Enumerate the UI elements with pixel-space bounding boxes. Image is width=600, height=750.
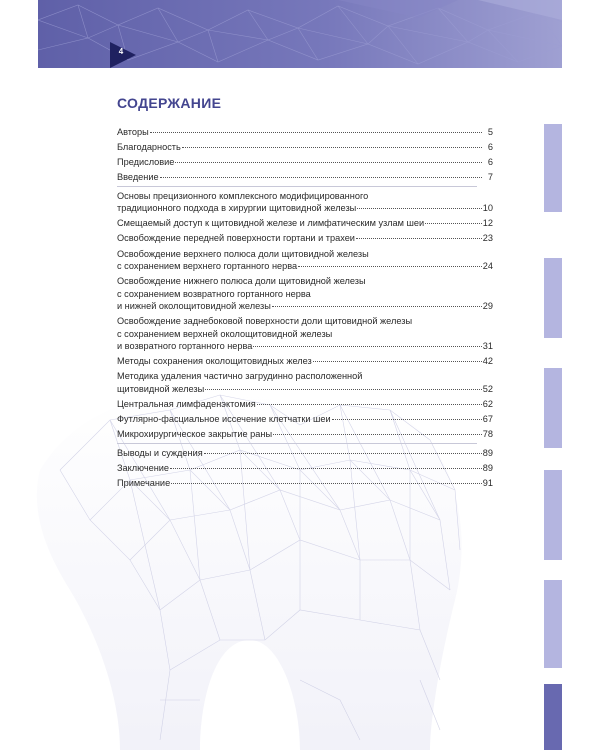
dot-leader — [298, 266, 482, 267]
section-tab-active[interactable] — [544, 684, 562, 750]
toc-entry-row — [117, 398, 493, 411]
toc-page-number: 7 — [487, 172, 493, 183]
toc-page-number: 24 — [482, 261, 493, 272]
dot-leader — [175, 162, 482, 163]
toc-entry[interactable] — [117, 370, 493, 395]
toc-entry-row — [117, 260, 493, 273]
toc-entry-text-line: Футлярно-фасциальное иссечение клетчатки шеи — [117, 414, 331, 425]
toc-entry-text-line: и возвратного гортанного нерва — [117, 341, 253, 352]
toc-entry-text-line: Освобождение верхнего полюса доли щитовидной железы — [117, 248, 369, 259]
toc-entry-text-line: Методика удаления частично загрудинно расположенной — [117, 371, 363, 382]
dot-leader — [160, 177, 482, 178]
toc-entry-text-line: Благодарность — [117, 142, 181, 153]
toc-page-number: 78 — [482, 429, 493, 440]
toc-page-number: 5 — [487, 127, 493, 137]
toc-entry-row — [117, 171, 493, 184]
toc-entry[interactable] — [117, 413, 493, 426]
toc-entry-row — [117, 232, 493, 245]
dot-leader — [253, 346, 481, 347]
toc-entry[interactable] — [117, 126, 493, 139]
dot-leader — [356, 238, 482, 239]
toc-entry-text-line: Методы сохранения околощитовидных желез — [117, 356, 312, 367]
toc-entry-text-line: Освобождение заднебоковой поверхности доли щитовидной железы — [117, 316, 413, 327]
toc-page-number: 89 — [482, 447, 493, 458]
section-tab-4[interactable] — [544, 470, 562, 560]
toc-page-number: 12 — [482, 218, 493, 229]
section-tab-1[interactable] — [544, 124, 562, 212]
toc-entry[interactable] — [117, 428, 493, 441]
toc-entry[interactable] — [117, 217, 493, 230]
toc-entry-text-line: Освобождение нижнего полюса доли щитовидной железы — [117, 276, 366, 287]
section-divider — [117, 186, 477, 187]
toc-entry-row — [117, 156, 493, 169]
toc-entry[interactable] — [117, 398, 493, 411]
toc-entry-text-line: Примечание — [117, 477, 171, 488]
toc-page-number: 91 — [482, 477, 493, 488]
toc-page-number: 6 — [487, 157, 493, 168]
toc-page-number: 6 — [487, 142, 493, 153]
toc-entry-row — [117, 202, 493, 215]
toc-entry[interactable] — [117, 462, 493, 475]
toc-entry-text-line: щитовидной железы — [117, 383, 205, 394]
toc-entry-row — [117, 141, 493, 154]
toc-entry-row — [117, 355, 493, 368]
toc-entry[interactable] — [117, 275, 493, 313]
toc-entry[interactable] — [117, 355, 493, 368]
toc-page-number: 62 — [482, 399, 493, 410]
toc-entry-text-line: Микрохирургическое закрытие раны — [117, 429, 273, 440]
toc-entry[interactable] — [117, 315, 493, 353]
toc-entry-row — [117, 477, 493, 490]
dot-leader — [171, 483, 482, 484]
toc-entry-row — [117, 126, 493, 139]
toc-page-number: 52 — [482, 383, 493, 394]
section-divider — [117, 443, 477, 444]
dot-leader — [332, 419, 482, 420]
section-tab-3[interactable] — [544, 368, 562, 448]
toc-page-number: 31 — [482, 341, 493, 352]
toc-entry-text-line: Предисловие — [117, 157, 175, 168]
dot-leader — [170, 468, 482, 469]
toc-entry[interactable] — [117, 141, 493, 154]
toc-entry-text-line: с сохранением возвратного гортанного нерва — [117, 288, 311, 299]
toc-entry-text-line: Смещаемый доступ к щитовидной железе и лимфатическим узлам шеи — [117, 218, 425, 229]
dot-leader — [273, 434, 482, 435]
toc-entry-text-line: традиционного подхода в хирургии щитовидной железы — [117, 203, 357, 214]
toc-entry-text-line: Заключение — [117, 462, 170, 473]
toc-entry[interactable] — [117, 447, 493, 460]
toc-entry[interactable] — [117, 190, 493, 215]
dot-leader — [313, 361, 482, 362]
dot-leader — [182, 147, 482, 148]
dot-leader — [257, 404, 482, 405]
toc-entry[interactable] — [117, 232, 493, 245]
toc-page-number: 42 — [482, 356, 493, 367]
dot-leader — [205, 389, 482, 390]
toc-entry-row — [117, 428, 493, 441]
toc-entry-text-line: Авторы — [117, 127, 149, 137]
page-title: СОДЕРЖАНИЕ — [117, 95, 222, 111]
toc-entry-text-line: с сохранением верхнего гортанного нерва — [117, 261, 298, 272]
toc-entry-row — [117, 447, 493, 460]
toc-entry-row — [117, 462, 493, 475]
dot-leader — [204, 453, 482, 454]
dot-leader — [357, 208, 481, 209]
toc-entry-text-line: Освобождение передней поверхности гортани и трахеи — [117, 233, 355, 244]
toc-entry[interactable] — [117, 156, 493, 169]
toc-entry-text-line: Выводы и суждения — [117, 447, 203, 458]
dot-leader — [150, 132, 482, 133]
dot-leader — [425, 223, 482, 224]
dot-leader — [272, 306, 482, 307]
toc-page-number: 23 — [482, 233, 493, 244]
toc-entry-row — [117, 340, 493, 353]
toc-page-number: 89 — [482, 462, 493, 473]
toc-page-number: 29 — [482, 301, 493, 312]
section-tab-5[interactable] — [544, 580, 562, 668]
toc-entry-text-line: Центральная лимфаденэктомия — [117, 399, 256, 410]
toc-entry-text-line: Введение — [117, 172, 159, 183]
toc-page-number: 67 — [482, 414, 493, 425]
toc-entry-text-line: и нижней околощитовидной железы — [117, 301, 271, 312]
toc-page-number: 10 — [482, 203, 493, 214]
toc-entry[interactable] — [117, 477, 493, 490]
toc-entry-row — [117, 217, 493, 230]
toc-entry[interactable] — [117, 171, 493, 184]
page-number: 4 — [118, 47, 124, 56]
toc-entry[interactable] — [117, 248, 493, 273]
toc-entry-text-line: с сохранением верхней околощитовидной железы — [117, 328, 333, 339]
toc-entry-text-line: Основы прецизионного комплексного модифицированного — [117, 190, 369, 201]
toc-entry-row — [117, 413, 493, 426]
table-of-contents — [117, 126, 493, 492]
section-tab-2[interactable] — [544, 258, 562, 338]
toc-entry-row — [117, 383, 493, 396]
toc-entry-row — [117, 300, 493, 313]
